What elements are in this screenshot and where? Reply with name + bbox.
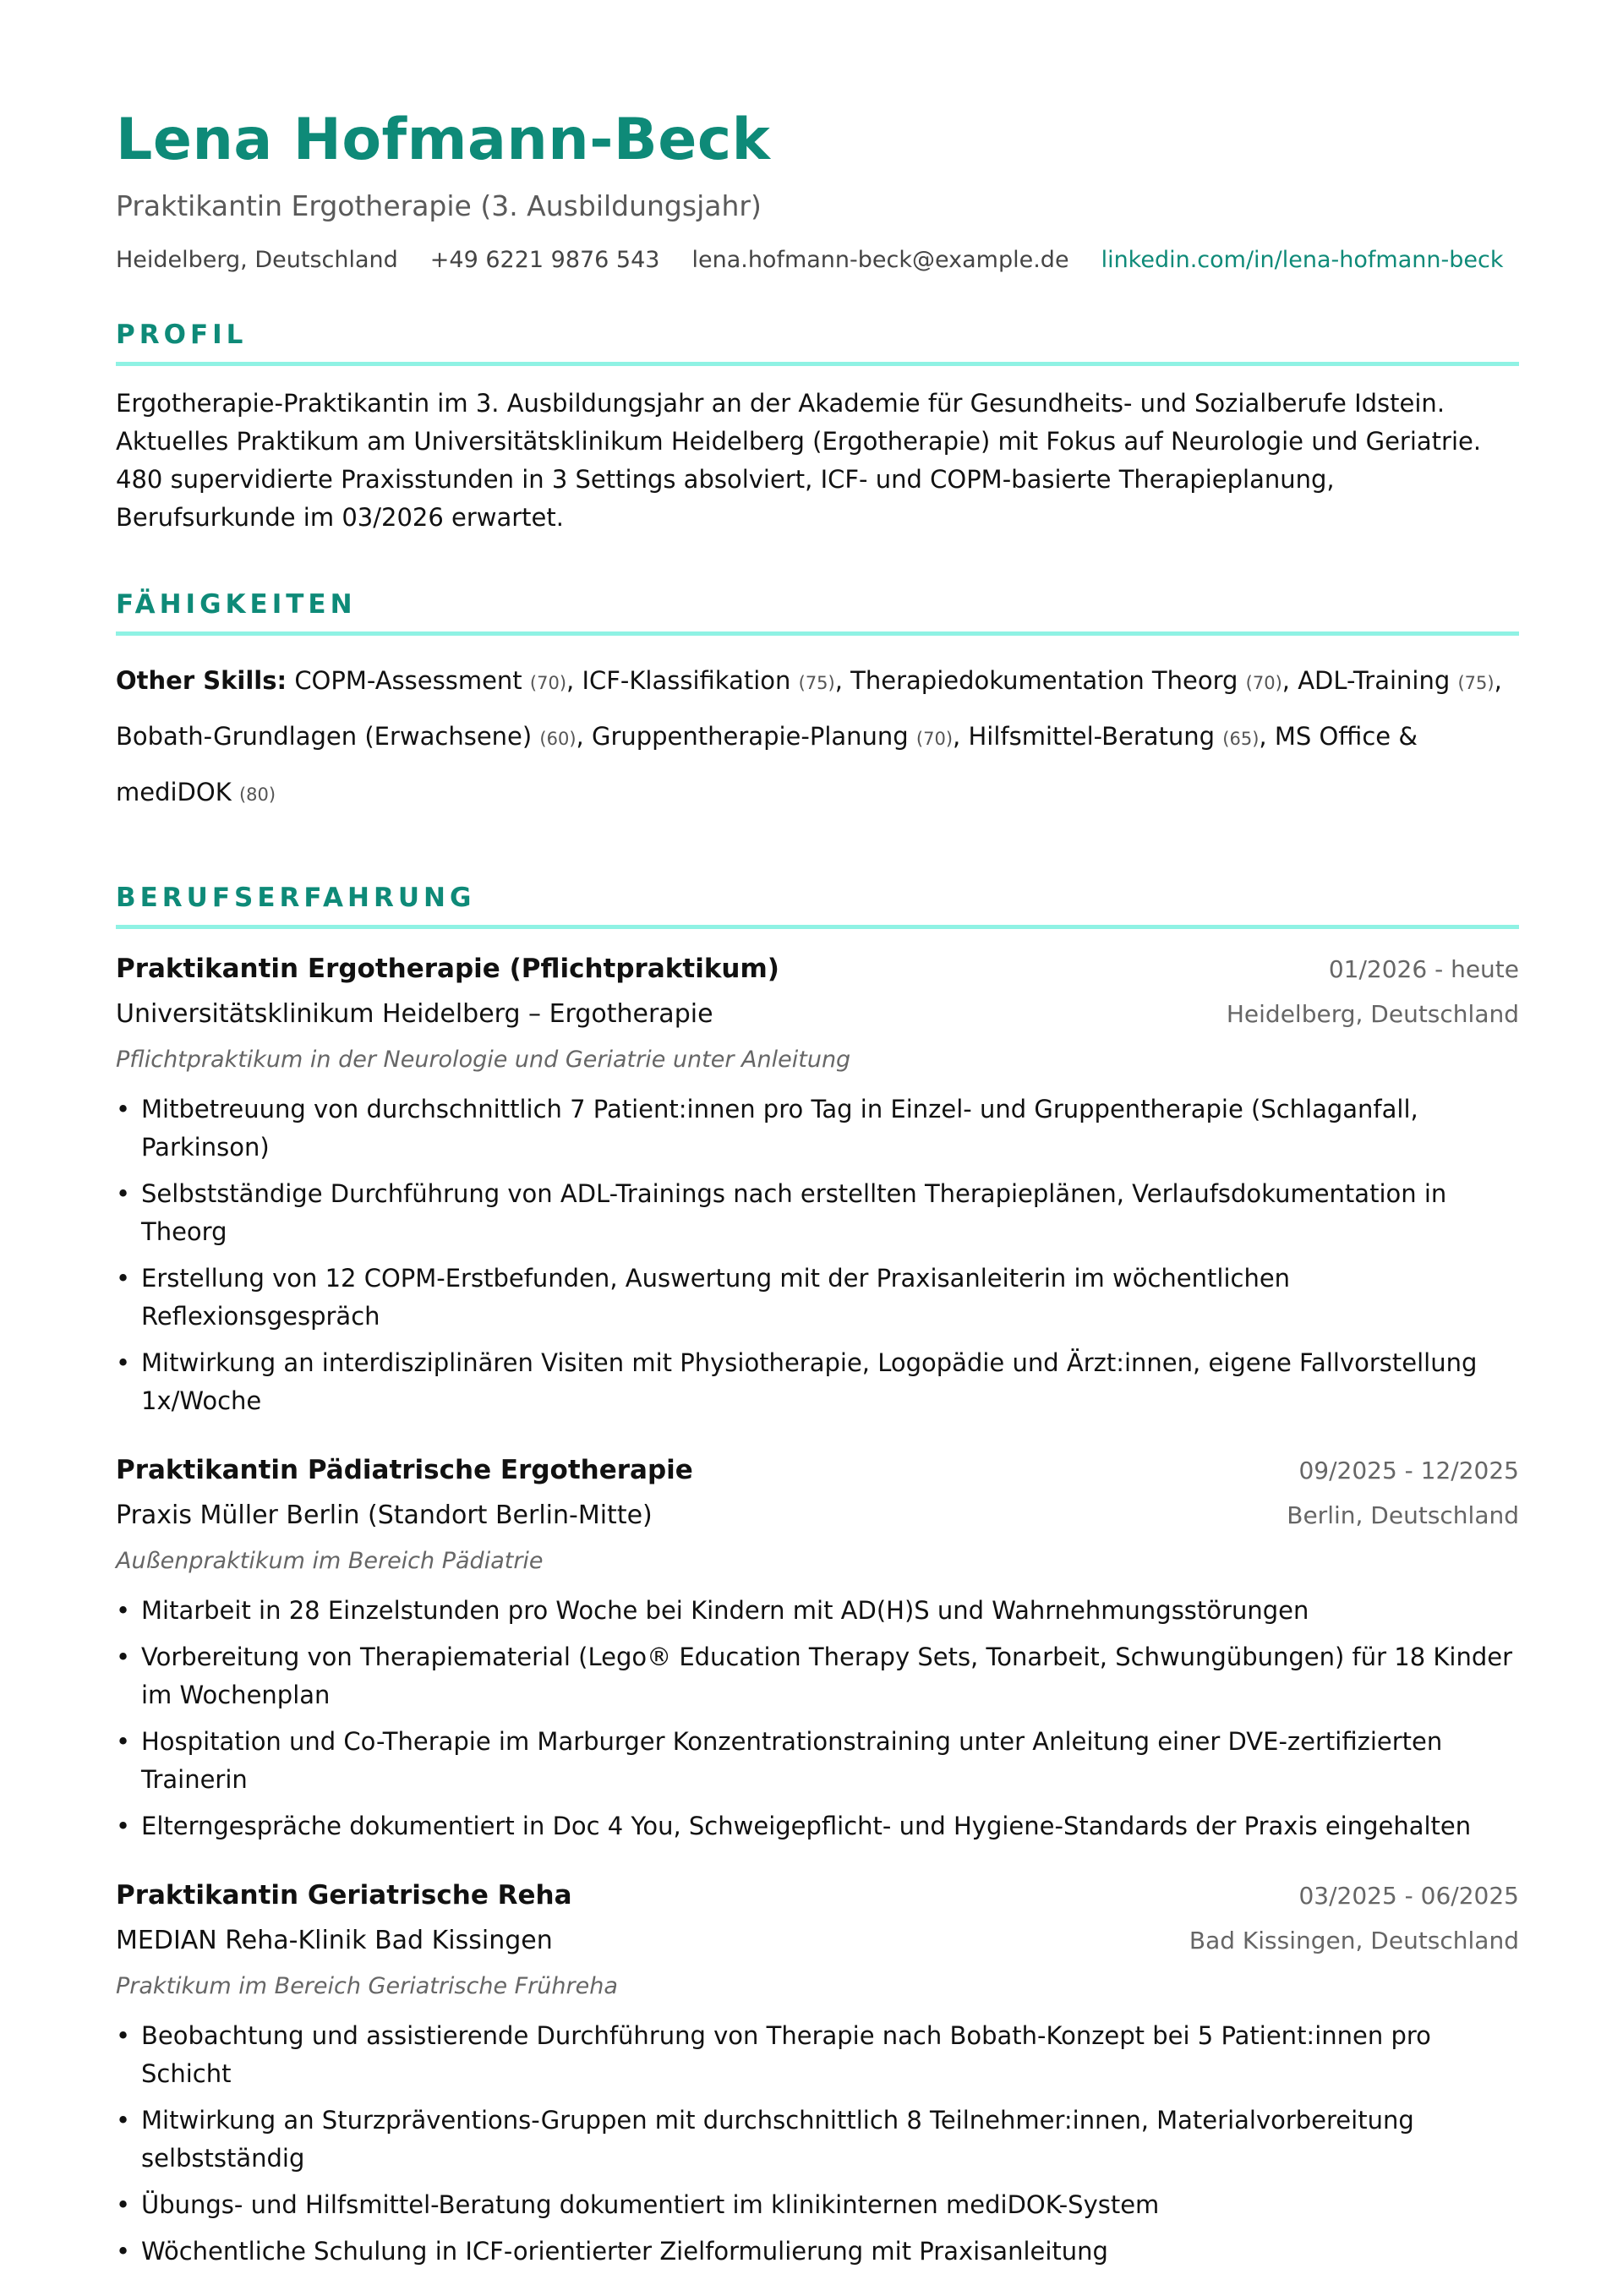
- job-entry: [116, 1874, 1519, 2271]
- job-location: Berlin, Deutschland: [1287, 1501, 1519, 1529]
- skill-level: (75): [798, 673, 835, 693]
- job-title: Praktikantin Ergotherapie (Pflichtpraktikum): [116, 954, 779, 984]
- job-title: Praktikantin Geriatrische Reha: [116, 1880, 572, 1911]
- job-bullet: • Mitbetreuung von durchschnittlich 7 Patient:innen pro Tag in Einzel- und Gruppentherapie (Schlaganfall, Parkinson): [116, 1091, 1519, 1167]
- profile-section-title: PROFIL: [116, 316, 1519, 366]
- contact-line: [116, 245, 1519, 276]
- job-date: 03/2025 - 06/2025: [1298, 1882, 1519, 1910]
- profile-section: [116, 316, 1519, 537]
- skill-level: (70): [529, 673, 567, 693]
- job-company: MEDIAN Reha-Klinik Bad Kissingen: [116, 1926, 553, 1955]
- skill-level: (75): [1457, 673, 1495, 693]
- experience-section: [116, 879, 1519, 2271]
- skill-item: Gruppentherapie-Planung (70),: [591, 722, 969, 751]
- job-description: Praktikum im Bereich Geriatrische Frühreha: [116, 1973, 618, 1999]
- skill-item: Therapiedokumentation Theorg (70),: [850, 666, 1298, 695]
- candidate-subtitle: Praktikantin Ergotherapie (3. Ausbildungsjahr): [116, 189, 762, 222]
- job-bullet: • Übungs- und Hilfsmittel-Beratung dokumentiert im klinikinternen mediDOK-System: [116, 2186, 1519, 2224]
- skill-item: COPM-Assessment (70),: [294, 666, 582, 695]
- skill-level: (65): [1222, 729, 1260, 749]
- skill-level: (80): [238, 784, 276, 805]
- job-bullet: • Mitwirkung an interdisziplinären Visiten mit Physiotherapie, Logopädie und Ärzt:innen, eigene Fallvorstellung 1x/Woche: [116, 1344, 1519, 1420]
- skill-item: Hilfsmittel-Beratung (65),: [968, 722, 1275, 751]
- skills-label: Other Skills:: [116, 666, 287, 695]
- job-bullets: [116, 1091, 1519, 1420]
- job-bullet: • Beobachtung und assistierende Durchführung von Therapie nach Bobath-Konzept bei 5 Patient:innen pro Schicht: [116, 2017, 1519, 2093]
- profile-text: Ergotherapie-Praktikantin im 3. Ausbildungsjahr an der Akademie für Gesundheits- und Sozialberufe Idstein. Aktuelles Praktikum am Universitätsklinikum Heidelberg (Ergotherapie) mit Fokus auf Neurologie und Geriatrie. 480 supervidierte Praxisstunden in 3 Settings absolviert, ICF- und COPM-basierte Therapieplanung, Berufsurkunde im 03/2026 erwartet.: [116, 389, 1482, 532]
- job-bullet: • Vorbereitung von Therapiematerial (Lego® Education Therapy Sets, Tonarbeit, Schwungübungen) für 18 Kinder im Wochenplan: [116, 1638, 1519, 1714]
- contact-linkedin-link[interactable]: linkedin.com/in/lena-hofmann-beck: [1101, 247, 1504, 273]
- job-bullet: • Mitarbeit in 28 Einzelstunden pro Woche bei Kindern mit AD(H)S und Wahrnehmungsstörungen: [116, 1592, 1519, 1630]
- skill-level: (70): [915, 729, 954, 749]
- job-bullets: [116, 1592, 1519, 1845]
- job-location: Heidelberg, Deutschland: [1226, 1000, 1519, 1028]
- job-entry: [116, 948, 1519, 1420]
- job-date: 09/2025 - 12/2025: [1298, 1457, 1519, 1484]
- skills-list: [116, 654, 1519, 822]
- skill-item: ADL-Training (75),: [1298, 666, 1502, 695]
- candidate-name: Lena Hofmann-Beck: [116, 107, 771, 173]
- job-bullet: • Erstellung von 12 COPM-Erstbefunden, Auswertung mit der Praxisanleiterin im wöchentlichen Reflexionsgespräch: [116, 1260, 1519, 1336]
- skill-item: MS Office & mediDOK (80): [116, 722, 1418, 806]
- job-company: Praxis Müller Berlin (Standort Berlin-Mitte): [116, 1501, 653, 1530]
- job-description: Außenpraktikum im Bereich Pädiatrie: [116, 1548, 544, 1574]
- skill-item: ICF-Klassifikation (75),: [582, 666, 851, 695]
- skill-item: Bobath-Grundlagen (Erwachsene) (60),: [116, 722, 592, 751]
- experience-section-title: BERUFSERFAHRUNG: [116, 879, 1519, 929]
- skills-section: [116, 586, 1519, 822]
- contact-location: Heidelberg, Deutschland: [116, 247, 398, 273]
- job-bullets: [116, 2017, 1519, 2271]
- job-bullet: • Elterngespräche dokumentiert in Doc 4 You, Schweigepflicht- und Hygiene-Standards der Praxis eingehalten: [116, 1807, 1519, 1845]
- job-date: 01/2026 - heute: [1328, 955, 1519, 983]
- skills-section-title: FÄHIGKEITEN: [116, 586, 1519, 636]
- job-entry: [116, 1449, 1519, 1845]
- contact-email[interactable]: lena.hofmann-beck@example.de: [691, 247, 1069, 273]
- job-bullet: • Mitwirkung an Sturzpräventions-Gruppen mit durchschnittlich 8 Teilnehmer:innen, Materialvorbereitung selbstständig: [116, 2102, 1519, 2178]
- resume-header: [116, 100, 1519, 276]
- job-company: Universitätsklinikum Heidelberg – Ergotherapie: [116, 999, 713, 1029]
- contact-phone: +49 6221 9876 543: [429, 247, 660, 273]
- skill-level: (70): [1245, 673, 1282, 693]
- job-title: Praktikantin Pädiatrische Ergotherapie: [116, 1455, 693, 1485]
- job-description: Pflichtpraktikum in der Neurologie und Geriatrie unter Anleitung: [116, 1047, 851, 1073]
- job-location: Bad Kissingen, Deutschland: [1189, 1927, 1519, 1954]
- job-bullet: • Hospitation und Co-Therapie im Marburger Konzentrationstraining unter Anleitung einer DVE-zertifizierten Trainerin: [116, 1723, 1519, 1799]
- job-bullet: • Wöchentliche Schulung in ICF-orientierter Zielformulierung mit Praxisanleitung: [116, 2233, 1519, 2271]
- job-bullet: • Selbstständige Durchführung von ADL-Trainings nach erstellten Therapieplänen, Verlaufsdokumentation in Theorg: [116, 1175, 1519, 1251]
- skill-level: (60): [539, 729, 577, 749]
